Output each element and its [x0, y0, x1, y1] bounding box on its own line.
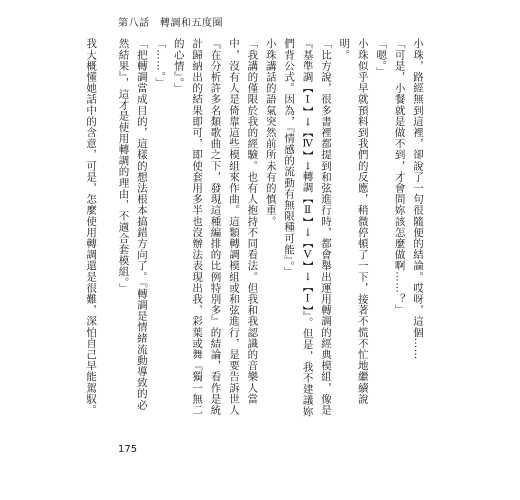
- paragraph-8: 「……。」: [154, 38, 167, 89]
- paragraph-3: 「嗯。」: [375, 38, 388, 78]
- vertical-body-text: [85, 38, 427, 418]
- text-column-block: [85, 38, 427, 418]
- paragraph-10: 我大概懂她話中的含意，可是，怎麼使用轉調還是很難，深怕自己早能駕馭。: [85, 38, 98, 416]
- chapter-header: 第八話 轉調和五度圈: [118, 18, 223, 29]
- paragraph-5: 「比方說，很多書裡都提到和弦進行時，都會舉出運用轉調的經典模組，像是『基準調【Ⅰ】→【Ⅳ】→轉調【Ⅱ】→【Ⅴ】→【Ⅰ】』。但是，我不建議妳們背公式。因為，『情感的流動有無限種可能』。」: [283, 38, 332, 417]
- paragraph-6: 小珠講話的語氣突然前所未有的慎重。: [264, 38, 277, 227]
- paragraph-2: 「可是，小餐就是做不到，才會問妳該怎麼做啊……？」: [393, 38, 406, 316]
- paragraph-1: 小珠，路經無到這裡，卻說了一句很隨便的結論。哎呀，這個……: [412, 38, 424, 360]
- paragraph-7: 「我講的僅限於我的經驗。也有人抱持不同看法。但我和我認識的音樂人當中，沒有人是倚靠這些模組來作曲。這類轉調模組或和弦進行，是要告訴世人『在分析許多名類歌曲之下，發現這種編排的比例特別多』的結論，看作是統計歸納出的結果即可，即使套用多半也沒辦法表現出我、彩葉或舞『獨一無二的心情』。」: [172, 38, 259, 416]
- page-number: 175: [118, 444, 138, 455]
- paragraph-9: 「把轉調當成目的，這樣的想法根本搞錯方向了。『轉調是情緒流動導致的必然結果』，這才是使用轉調的理由，不適合套模組。」: [117, 38, 148, 411]
- paragraph-4: 小珠似乎早就預料到我們的反應，稍微停頓了一下，接著不慌不忙地繼續說明。: [338, 38, 369, 405]
